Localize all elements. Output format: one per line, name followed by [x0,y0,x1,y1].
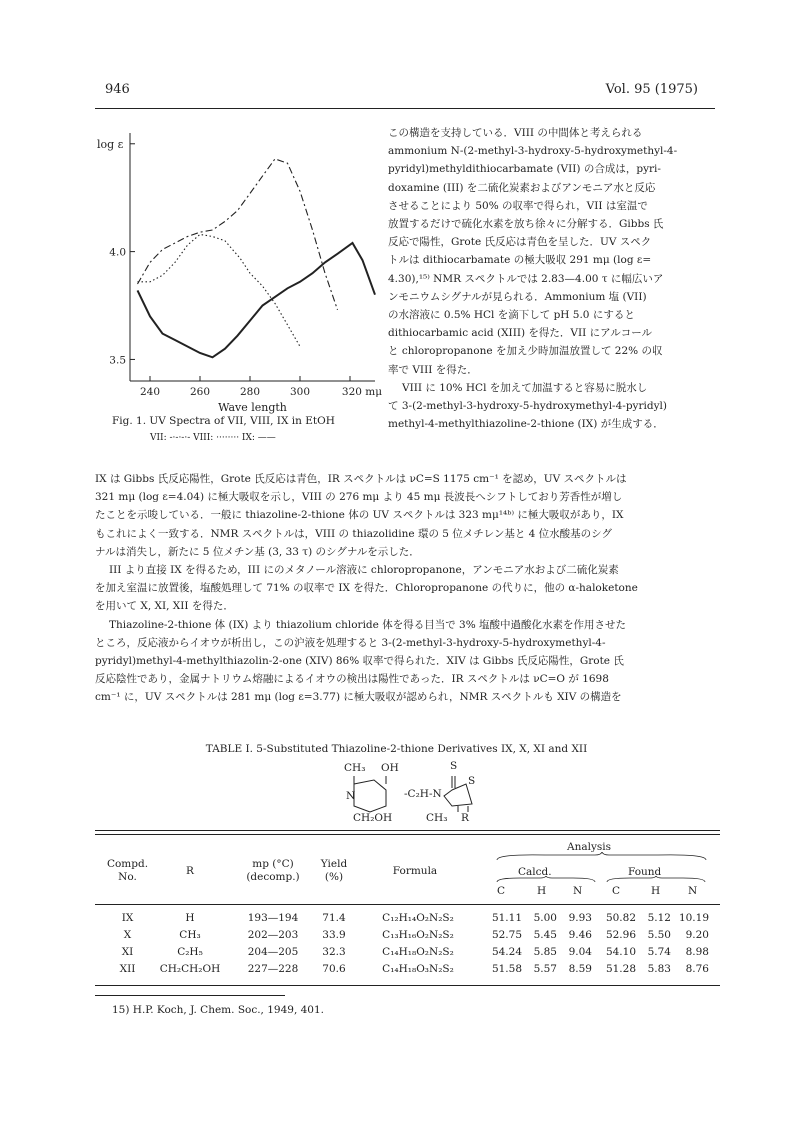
text-line: と chloropropanone を加え少時加温放置して 22% の収 [388,345,663,358]
th-calcd-c: C [497,885,506,897]
table-cell-ch: 5.57 [533,963,557,975]
struct-n-py: N [346,790,356,802]
table-cell-yield: 32.3 [322,946,346,958]
th-found: Found [628,866,662,878]
text-line: ammonium N-(2-methyl-3-hydroxy-5-hydroxymethyl-4- [388,145,678,158]
text-line: VIII に 10% HCl を加えて加温すると容易に脱水し [402,381,648,394]
text-line: methyl-4-methylthiazoline-2-thione (IX) が生成する． [388,418,664,431]
table-top-rule [95,830,720,831]
text-line: III より直接 IX を得るため，III にのメタノール溶液に chloropropanone，アンモニア水および二硫化炭素 [109,564,619,577]
table-cell-mp: 202—203 [247,929,299,941]
table-cell-fc: 50.82 [605,912,636,924]
table-cell-mp: 204—205 [247,946,299,958]
table-cell-yield: 33.9 [322,929,346,941]
text-line: Thiazoline-2-thione 体 (IX) より thiazolium chloride 体を得る目当で 3% 塩酸中過酸化水素を作用させた [109,618,627,631]
table-cell-r: CH₃ [179,929,201,941]
text-line: pyridyl)methyldithiocarbamate (VII) の合成は，pyri- [388,163,661,176]
x-tick-label: 260 [189,386,211,398]
table-cell-fn: 8.76 [685,963,709,975]
table-cell-formula: C₁₃H₁₆O₂N₂S₂ [382,929,454,941]
table-cell-formula: C₁₂H₁₄O₂N₂S₂ [382,912,454,924]
table-cell-no: IX [121,912,134,924]
table-cell-cn: 9.46 [568,929,592,941]
figure-legend: VII: -·-·-·- VIII: ········ IX: —— [150,433,276,443]
text-line: 率で VIII を得た． [388,363,478,376]
text-line: IX は Gibbs 氏反応陽性，Grote 氏反応は青色，IR スペクトルは νC=S 1175 cm⁻¹ を認め，UV スペクトルは [95,473,627,485]
table-cell-no: XII [119,963,136,975]
structure-bonds [340,770,490,820]
calcd-found-braces [495,876,710,884]
chart-axes [130,133,375,381]
text-line: pyridyl)methyl-4-methylthiazolin-2-one (XIV) 86% 収率で得られた．XIV は Gibbs 氏反応陽性，Grote 氏 [95,655,624,668]
figure-caption: Fig. 1. UV Spectra of VII, VIII, IX in EtOH [112,415,335,427]
table-bottom-rule [95,985,720,986]
table-cell-no: XI [121,946,134,958]
table-cell-fn: 10.19 [678,912,709,924]
th-mp: mp (°C) [252,858,294,870]
th-compd: Compd. [106,858,149,870]
struct-ch3-b: CH₃ [426,812,448,824]
th-calcd: Calcd. [518,866,552,878]
y-tick-label: 4.0 [109,246,126,259]
text-line: cm⁻¹ に，UV スペクトルは 281 mμ (log ε=3.77) に極大吸収が認められ，NMR スペクトルも XIV の構造を [95,691,622,704]
table-cell-r: CH₂CH₂OH [159,963,221,975]
th-mp2: (decomp.) [246,871,300,883]
table-cell-cc: 52.75 [491,929,522,941]
table-cell-cn: 9.93 [568,912,592,924]
uv-spectra-chart [95,125,395,415]
table-cell-cn: 8.59 [568,963,592,975]
table-cell-fn: 9.20 [685,929,709,941]
table-cell-fh: 5.83 [647,963,671,975]
x-tick-label: 280 [239,386,261,398]
volume-label: Vol. 95 (1975) [605,82,698,97]
th-found-h: H [651,885,661,897]
table-cell-fc: 51.28 [605,963,636,975]
table-cell-fn: 8.98 [685,946,709,958]
right-column-text [388,124,718,433]
table-cell-no: X [123,929,132,941]
table-cell-fh: 5.12 [647,912,671,924]
table-cell-mp: 227—228 [247,963,299,975]
table-cell-cn: 9.04 [568,946,592,958]
text-line: 放置するだけで硫化水素を放ち徐々に分解する．Gibbs 氏 [388,218,664,231]
table-cell-fc: 52.96 [605,929,636,941]
series-line-viii [138,234,301,346]
text-line: もこれによく一致する．NMR スペクトルは，VIII の thiazolidine 環の 5 位メチレン基と 4 位水酸基のシグ [95,527,612,540]
text-line: を加え室温に放置後，塩酸処理して 71% の収率で IX を得た．Chloropropanone の代りに，他の α-haloketone [95,582,638,595]
table-cell-fc: 54.10 [605,946,636,958]
text-line: ところ，反応液からイオウが析出し，この沪液を処理すると 3-(2-methyl-3-hydroxy-5-hydroxymethyl-4- [95,636,606,649]
table-cell-fh: 5.50 [647,929,671,941]
struct-s-ring: S [468,775,476,787]
th-r: R [186,865,194,877]
x-tick-label: 300 [289,386,311,398]
text-line: を用いて X, XI, XII を得た． [95,600,234,613]
chart-series [138,159,376,357]
table-title: TABLE I. 5-Substituted Thiazoline-2-thione Derivatives IX, X, XI and XII [205,743,588,755]
table-cell-yield: 71.4 [322,912,346,924]
th-yield2: (%) [324,871,344,883]
struct-link: -C₂H-N [404,788,442,800]
text-line: させることにより 50% の収率で得られ，VII は室温で [388,199,648,212]
text-line: ナルは消失し，新たに 5 位メチン基 (3, 33 τ) のシグナルを示した． [95,545,420,558]
chart-labels [97,138,382,414]
table-cell-cc: 54.24 [491,946,522,958]
th-formula: Formula [392,865,438,877]
th-found-c: C [612,885,621,897]
table-cell-cc: 51.11 [491,912,522,924]
table-cell-ch: 5.00 [533,912,557,924]
page-number: 946 [105,82,130,97]
y-axis-label: log ε [97,137,124,151]
text-line: dithiocarbamic acid (XIII) を得た．VII にアルコール [388,327,653,340]
table-cell-yield: 70.6 [322,963,346,975]
th-analysis: Analysis [567,841,612,853]
analysis-brace [495,852,710,862]
text-line: この構造を支持している．VIII の中間体と考えられる [388,127,643,139]
text-line: て 3-(2-methyl-3-hydroxy-5-hydroxymethyl-4-pyridyl) [388,400,667,413]
struct-s-top: S [450,760,458,772]
struct-r: R [461,812,469,824]
table-cell-fh: 5.74 [647,946,671,958]
text-line: doxamine (III) を二硫化炭素およびアンモニア水と反応 [388,181,656,194]
text-line: トルは dithiocarbamate の極大吸収 291 mμ (log ε= [388,254,652,267]
struct-ch2oh: CH₂OH [353,812,393,824]
text-line: の水溶液に 0.5% HCl を滴下して pH 5.0 にすると [388,309,635,322]
series-line-vii [138,159,338,310]
y-tick-label: 3.5 [109,354,126,367]
footnote: 15) H.P. Koch, J. Chem. Soc., 1949, 401. [112,1004,324,1016]
th-compd2: No. [118,871,137,883]
th-found-n: N [688,885,698,897]
text-line: 反応陰性であり，金属ナトリウム熔融によるイオウの検出は陽性であった．IR スペクトルは νC=O が 1698 [95,673,609,686]
table-cell-ch: 5.85 [533,946,557,958]
text-line: 4.30),¹⁵⁾ NMR スペクトルでは 2.83—4.00 τ に幅広いア [388,272,664,285]
table-header-rule [95,904,720,905]
th-calcd-h: H [537,885,547,897]
text-line: たことを示唆している．一般に thiazoline-2-thione 体の UV スペクトルは 323 mμ¹⁴ᵇ⁾ に極大吸収があり，IX [95,509,624,522]
footnote-rule [95,995,285,996]
text-line: 反応で陽性，Grote 氏反応は青色を呈した．UV スペク [388,236,652,249]
table-cell-r: C₂H₅ [177,946,203,958]
text-line: ンモニウムシグナルが見られる．Ammonium 塩 (VII) [388,290,647,303]
struct-oh: OH [381,762,399,774]
series-line-ix [138,243,376,357]
text-line: 321 mμ (log ε=4.04) に極大吸収を示し，VIII の 276 mμ より 45 mμ 長波長へシフトしており芳香性が増し [95,491,623,504]
table-cell-cc: 51.58 [491,963,522,975]
x-tick-label: 320 mμ [341,386,383,398]
th-yield: Yield [320,858,348,870]
table-cell-formula: C₁₄H₁₈O₂N₂S₂ [382,946,454,958]
table-cell-mp: 193—194 [247,912,299,924]
table-cell-ch: 5.45 [533,929,557,941]
x-axis-label: Wave length [218,401,287,414]
table-cell-formula: C₁₄H₁₈O₃N₂S₂ [382,963,454,975]
table-cell-r: H [185,912,195,924]
header-rule [95,108,715,109]
body-text [95,470,720,707]
th-calcd-n: N [573,885,583,897]
x-tick-label: 240 [139,386,161,398]
struct-ch3: CH₃ [344,762,366,774]
table-top-rule-2 [95,834,720,835]
